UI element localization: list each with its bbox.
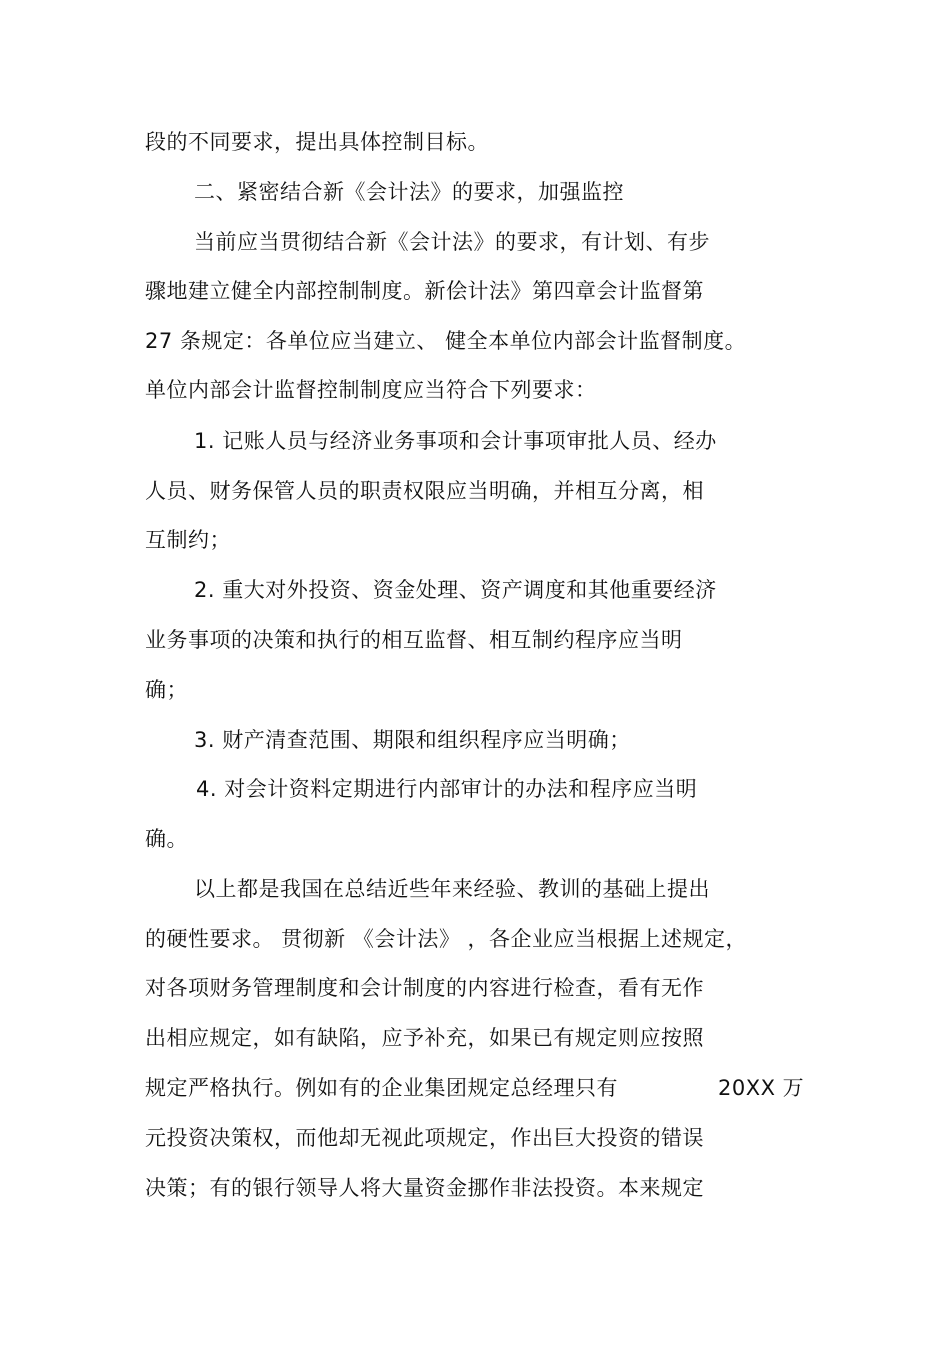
list-item-line: 3. 财产清查范围、期限和组织程序应当明确； <box>194 728 631 752</box>
paragraph-line: 单位内部会计监督控制制度应当符合下列要求： <box>145 378 597 402</box>
list-item-line: 人员、财务保管人员的职责权限应当明确，并相互分离，相 <box>145 479 704 503</box>
paragraph-line: 出相应规定，如有缺陷，应予补充，如果已有规定则应按照 <box>145 1026 704 1050</box>
paragraph-line-amount: 20XX 万 <box>718 1076 805 1100</box>
paragraph-line: 以上都是我国在总结近些年来经验、教训的基础上提出 <box>194 877 710 901</box>
list-item-line: 业务事项的决策和执行的相互监督、相互制约程序应当明 <box>145 628 683 652</box>
paragraph-line: 决策；有的银行领导人将大量资金挪作非法投资。本来规定 <box>145 1176 704 1200</box>
paragraph-line: 对各项财务管理制度和会计制度的内容进行检查，看有无作 <box>145 976 704 1000</box>
list-item-line: 2. 重大对外投资、资金处理、资产调度和其他重要经济 <box>194 578 717 602</box>
paragraph-line: 的硬性要求。 贯彻新 《会计法》 ，各企业应当根据上述规定， <box>145 927 748 951</box>
paragraph-line: 27 条规定：各单位应当建立、 健全本单位内部会计监督制度。 <box>145 329 747 353</box>
list-item-line: 4. 对会计资料定期进行内部审计的办法和程序应当明 <box>196 777 698 801</box>
section-heading: 二、紧密结合新《会计法》的要求，加强监控 <box>194 180 624 204</box>
paragraph-line: 骤地建立健全内部控制制度。新侩计法》第四章会计监督第 <box>145 279 704 303</box>
paragraph-line: 元投资决策权，而他却无视此项规定，作出巨大投资的错误 <box>145 1126 704 1150</box>
paragraph-line: 段的不同要求，提出具体控制目标。 <box>145 130 489 154</box>
list-item-line: 确； <box>145 678 188 702</box>
list-item-line: 1. 记账人员与经济业务事项和会计事项审批人员、经办 <box>194 429 717 453</box>
paragraph-line: 规定严格执行。例如有的企业集团规定总经理只有 <box>145 1076 618 1100</box>
list-item-line: 确。 <box>145 827 188 851</box>
paragraph-line: 当前应当贯彻结合新《会计法》的要求，有计划、有步 <box>194 230 710 254</box>
list-item-line: 互制约； <box>145 528 231 552</box>
